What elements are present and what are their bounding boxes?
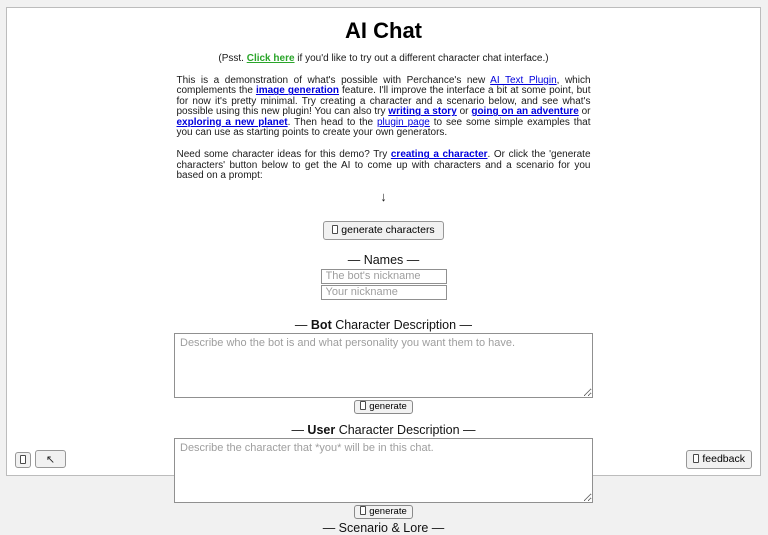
- scenario-lore-heading: — Scenario & Lore —: [322, 520, 445, 535]
- placeholder-glyph-icon: [20, 455, 26, 464]
- user-generate-label: generate: [369, 505, 407, 517]
- hint-paragraph: [177, 150, 591, 181]
- bottom-left-icon-button[interactable]: [15, 452, 31, 468]
- text-segment: or: [578, 106, 591, 118]
- inline-link[interactable]: creating a character: [390, 149, 488, 161]
- text-segment: (Psst.: [218, 53, 247, 64]
- inline-link[interactable]: image generation: [255, 85, 339, 97]
- names-heading: — Names —: [347, 252, 420, 267]
- text-segment: . Or click the 'generate characters' button below to get the AI to come up with characters and a scenario for you based on a prompt:: [176, 149, 591, 182]
- bot-description-heading: [169, 318, 599, 332]
- text-segment: —: [291, 422, 308, 437]
- bottom-right-controls: [686, 449, 752, 469]
- text-segment: Character Description —: [331, 317, 473, 332]
- text-segment: to see some simple examples that you can use as starting points to create your own generators.: [176, 116, 591, 139]
- intro-paragraph: [177, 76, 591, 138]
- text-segment: , which complements the: [176, 75, 591, 97]
- bot-nickname-input[interactable]: [321, 269, 447, 284]
- user-nickname-input[interactable]: [321, 285, 447, 300]
- inline-link[interactable]: going on an adventure: [471, 106, 579, 118]
- text-segment: feature. I'll improve the interface a bit at some point, but for now it's pretty minimal. Try creating a character and a scenario below, and see what's possible using this new plugin! You can also try: [176, 85, 591, 118]
- inline-link[interactable]: Click here: [246, 53, 295, 64]
- generate-characters-label: generate characters: [341, 223, 435, 236]
- text-segment: This is a demonstration of what's possible with Perchance's new: [176, 75, 491, 86]
- bot-description-textarea[interactable]: [174, 333, 593, 398]
- main-content: [169, 18, 599, 535]
- dice-icon: [332, 225, 338, 234]
- text-segment: or: [456, 106, 472, 118]
- text-segment: Character Description —: [335, 422, 476, 437]
- dice-icon: [360, 506, 366, 515]
- alt-interface-note: [169, 53, 599, 64]
- inline-link[interactable]: writing a story: [388, 106, 457, 118]
- text-segment: User: [307, 422, 336, 437]
- bot-generate-button[interactable]: [354, 400, 413, 414]
- inline-link[interactable]: plugin page: [377, 116, 430, 128]
- speech-bubble-icon: [693, 454, 699, 463]
- user-generate-button[interactable]: [354, 505, 413, 519]
- page-title: AI Chat: [345, 18, 422, 43]
- text-segment: . Then head to the: [287, 116, 377, 128]
- feedback-button[interactable]: [686, 450, 752, 469]
- text-segment: Need some character ideas for this demo? Try: [176, 149, 391, 161]
- app-frame: [6, 7, 761, 535]
- feedback-label: feedback: [702, 453, 745, 465]
- down-arrow-icon: ↓: [380, 188, 387, 204]
- bot-generate-label: generate: [369, 400, 407, 412]
- text-segment: Bot: [310, 317, 332, 332]
- text-segment: if you'd like to try out a different character chat interface.): [294, 53, 549, 64]
- user-description-textarea[interactable]: [174, 438, 593, 503]
- inline-link[interactable]: exploring a new planet: [176, 116, 288, 128]
- generate-characters-button[interactable]: [323, 221, 443, 240]
- user-description-heading: [169, 423, 599, 437]
- expand-top-left-button[interactable]: ↖: [35, 450, 66, 468]
- text-segment: —: [294, 317, 311, 332]
- bottom-left-controls: [15, 450, 66, 468]
- dice-icon: [360, 401, 366, 410]
- inline-link[interactable]: AI Text Plugin: [490, 75, 557, 86]
